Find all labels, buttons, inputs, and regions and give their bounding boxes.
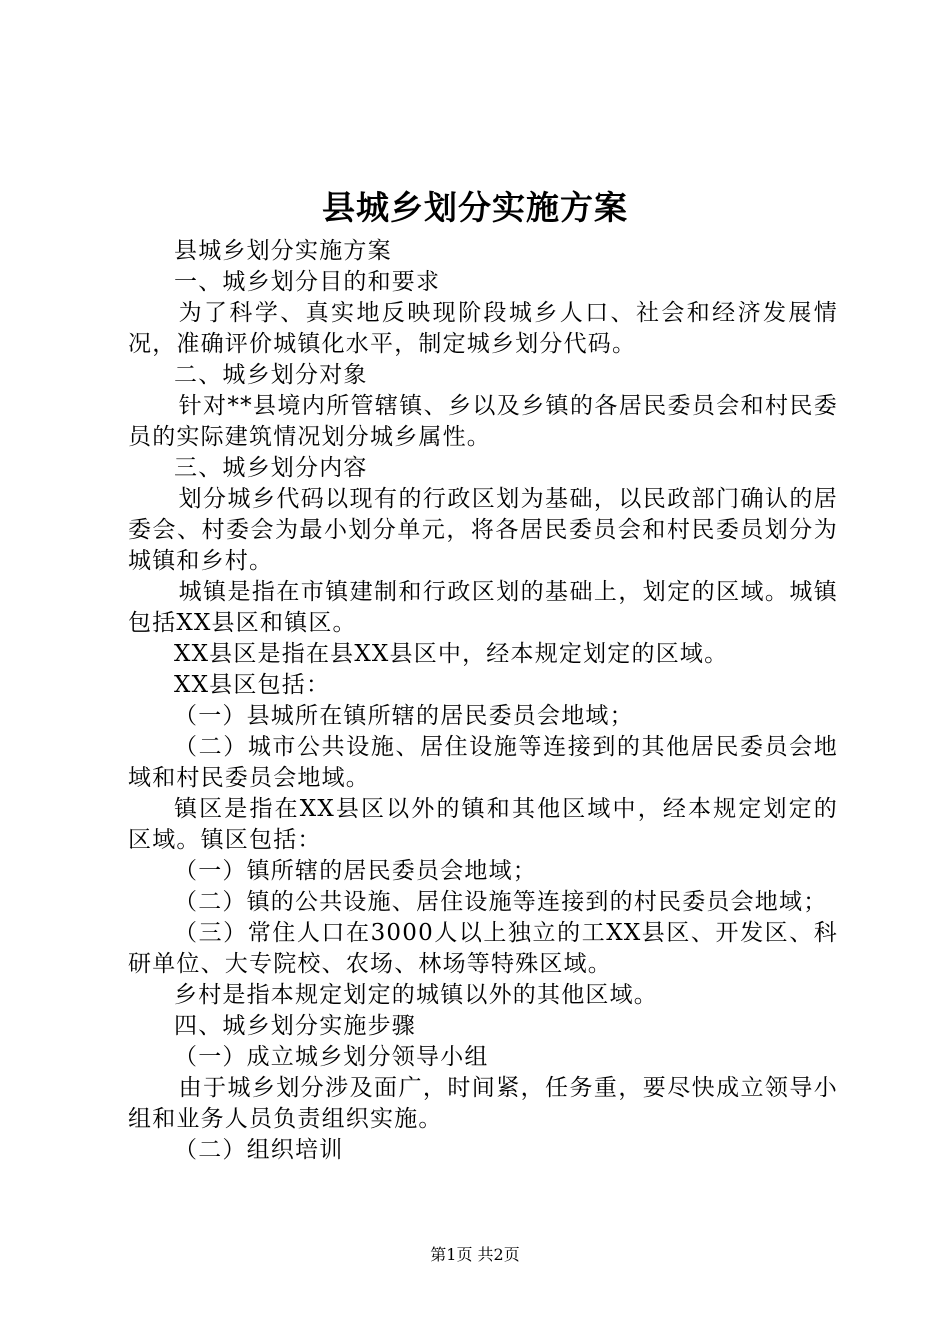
list-item: （一）县城所在镇所辖的居民委员会地域； bbox=[174, 703, 634, 729]
section-heading: 四、城乡划分实施步骤 bbox=[174, 1013, 416, 1039]
document-body bbox=[128, 236, 838, 1166]
section-heading: 一、城乡划分目的和要求 bbox=[174, 269, 441, 295]
paragraph: 为了科学、真实地反映现阶段城乡人口、社会和经济发展情况，准确评价城镇化水平，制定城乡划分代码。 bbox=[128, 300, 838, 357]
paragraph: 镇区是指在XX县区以外的镇和其他区域中，经本规定划定的区域。镇区包括： bbox=[128, 796, 838, 853]
paragraph: 县城乡划分实施方案 bbox=[174, 238, 392, 264]
list-item: （二）城市公共设施、居住设施等连接到的其他居民委员会地域和村民委员会地域。 bbox=[128, 734, 838, 791]
section-heading: 三、城乡划分内容 bbox=[174, 455, 368, 481]
list-item: （二）镇的公共设施、居住设施等连接到的村民委员会地域； bbox=[174, 889, 828, 915]
list-item: （一）镇所辖的居民委员会地域； bbox=[174, 858, 537, 884]
paragraph: 划分城乡代码以现有的行政区划为基础，以民政部门确认的居委会、村委会为最小划分单元，将各居民委员会和村民委员划分为城镇和乡村。 bbox=[128, 486, 838, 574]
paragraph: XX县区是指在县XX县区中，经本规定划定的区域。 bbox=[174, 641, 729, 667]
subsection-heading: （一）成立城乡划分领导小组 bbox=[174, 1044, 489, 1070]
section-heading: 二、城乡划分对象 bbox=[174, 362, 368, 388]
paragraph: 由于城乡划分涉及面广，时间紧，任务重，要尽快成立领导小组和业务人员负责组织实施。 bbox=[128, 1075, 838, 1132]
paragraph: XX县区包括： bbox=[174, 672, 331, 698]
paragraph: 针对**县境内所管辖镇、乡以及乡镇的各居民委员会和村民委员的实际建筑情况划分城乡属性。 bbox=[128, 393, 838, 450]
document-title: 县城乡划分实施方案 bbox=[322, 188, 628, 227]
list-item: （三）常住人口在3000人以上独立的工XX县区、开发区、科研单位、大专院校、农场、林场等特殊区域。 bbox=[128, 920, 838, 977]
paragraph: 城镇是指在市镇建制和行政区划的基础上，划定的区域。城镇包括XX县区和镇区。 bbox=[128, 579, 838, 636]
subsection-heading: （二）组织培训 bbox=[174, 1137, 344, 1163]
paragraph: 乡村是指本规定划定的城镇以外的其他区域。 bbox=[174, 982, 658, 1008]
page-footer: 第1页 共2页 bbox=[430, 1245, 520, 1264]
